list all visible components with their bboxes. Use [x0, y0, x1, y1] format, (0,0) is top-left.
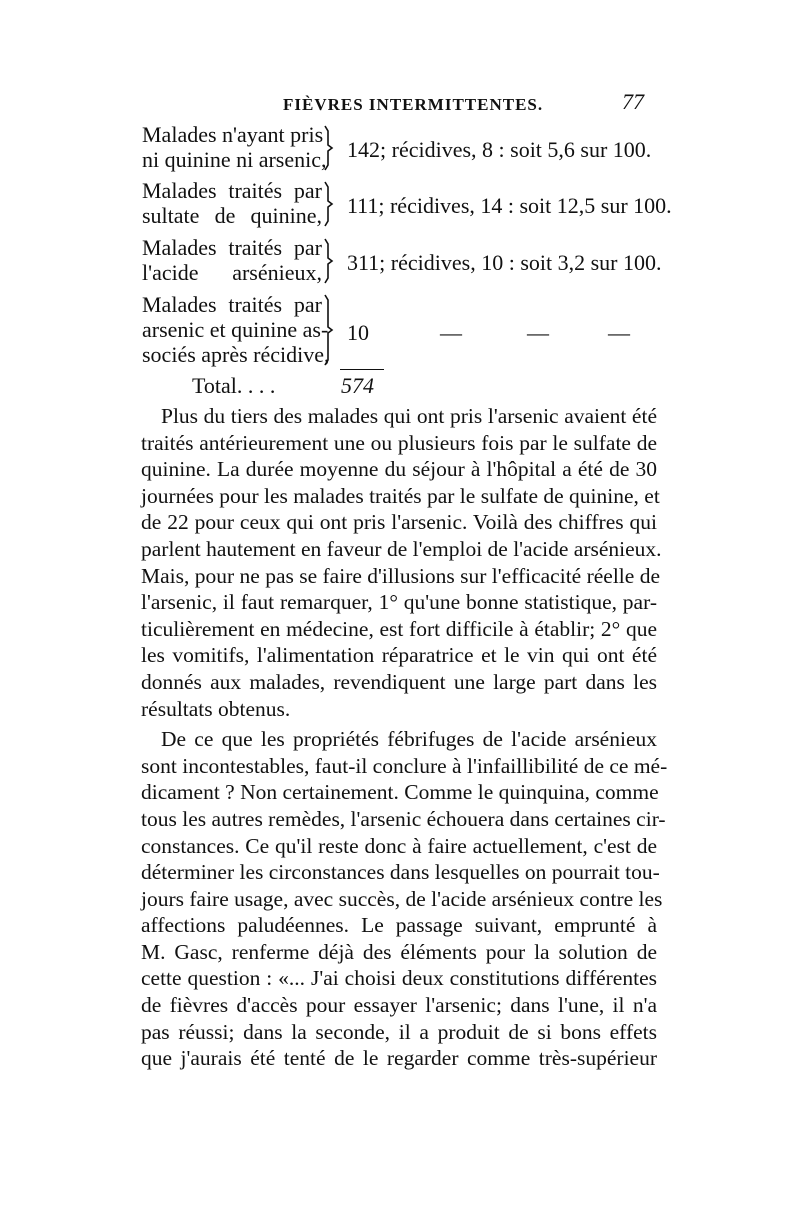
row-result: 311; récidives, 10 : soit 3,2 sur 100. — [347, 250, 662, 275]
row-result: 111; récidives, 14 : soit 12,5 sur 100. — [347, 193, 672, 218]
ditto-dash: — — [527, 320, 549, 345]
row-result: 10 — [347, 320, 369, 345]
text-line: Plus du tiers des malades qui ont pris l'arsenic avaient été — [161, 404, 657, 428]
text-line: déterminer les circonstances dans lesquelles on pourrait tou- — [141, 860, 660, 885]
total-value: 574 — [341, 373, 374, 398]
text-line: parlent hautement en faveur de l'emploi de l'acide arsénieux. — [141, 536, 662, 561]
text-line: quinine. La durée moyenne du séjour à l'hôpital a été de 30 — [141, 457, 657, 482]
text-line: de fièvres d'accès pour essayer l'arsenic; dans l'une, il n'a — [141, 993, 657, 1018]
text-line: ticulièrement en médecine, est fort difficile à établir; 2° que — [141, 616, 657, 641]
text-line: M. Gasc, renferme déjà des éléments pour la solution de — [141, 939, 657, 964]
brace-mark — [323, 294, 337, 366]
row-label-line: Malades traités par — [142, 235, 322, 260]
text-line: pas réussi; dans la seconde, il a produit de si bons effets — [141, 1019, 657, 1044]
row-label-line: l'acide arsénieux, — [142, 260, 322, 285]
text-line: De ce que les propriétés fébrifuges de l'acide arsénieux — [161, 727, 657, 752]
ditto-dash: — — [608, 320, 630, 345]
brace-mark — [323, 125, 337, 171]
brace-mark — [323, 238, 337, 284]
page-number: 77 — [622, 89, 644, 114]
text-line: tous les autres remèdes, l'arsenic échouera dans certaines cir- — [141, 806, 666, 831]
text-line: journées pour les malades traités par le sulfate de quinine, et — [141, 483, 660, 508]
text-line: cette question : «... J'ai choisi deux constitutions différentes — [141, 966, 657, 991]
text-line: l'arsenic, il faut remarquer, 1° qu'une bonne statistique, par- — [141, 590, 657, 615]
running-header — [0, 88, 800, 122]
text-line: constances. Ce qu'il reste donc à faire actuellement, c'est de — [141, 833, 657, 858]
text-line: donnés aux malades, revendiquent une large part dans les — [141, 669, 657, 694]
text-line: de 22 pour ceux qui ont pris l'arsenic. Voilà des chiffres qui — [141, 510, 657, 535]
text-line: que j'aurais été tenté de le regarder comme très-supérieur — [141, 1046, 657, 1071]
row-label-line: sociés après récidive, — [142, 342, 330, 367]
total-rule — [340, 369, 384, 370]
total-label: Total. . . . — [192, 373, 276, 398]
text-line: dicament ? Non certainement. Comme le quinquina, comme — [141, 780, 659, 805]
text-line: sont incontestables, faut-il conclure à l'infaillibilité de ce mé- — [141, 753, 668, 778]
row-label-line: Malades traités par — [142, 292, 322, 317]
paragraph — [141, 403, 662, 722]
row-label-line: Malades n'ayant pris — [142, 122, 324, 147]
row-label-line: arsenic et quinine as- — [142, 317, 329, 342]
body-text — [141, 403, 668, 1072]
row-result: 142; récidives, 8 : soit 5,6 sur 100. — [347, 137, 652, 162]
row-label-line: Malades traités par — [142, 178, 322, 203]
ditto-dash: — — [440, 320, 462, 345]
text-line: les vomitifs, l'alimentation réparatrice et le vin qui ont été — [141, 643, 657, 668]
text-line: traités antérieurement une ou plusieurs fois par le sulfate de — [141, 430, 657, 455]
text-line: résultats obtenus. — [141, 696, 291, 721]
text-line: jours faire usage, avec succès, de l'acide arsénieux contre les — [141, 886, 663, 911]
text-line: Mais, pour ne pas se faire d'illusions sur l'efficacité réelle de — [141, 563, 660, 588]
header-title: FIÈVRES INTERMITTENTES. — [283, 95, 544, 114]
row-label-line: sultate de quinine, — [142, 203, 322, 228]
brace-mark — [323, 181, 337, 227]
paragraph — [141, 726, 668, 1072]
text-line: affections paludéennes. Le passage suivant, emprunté à — [141, 913, 657, 938]
row-label-line: ni quinine ni arsenic, — [142, 147, 327, 172]
